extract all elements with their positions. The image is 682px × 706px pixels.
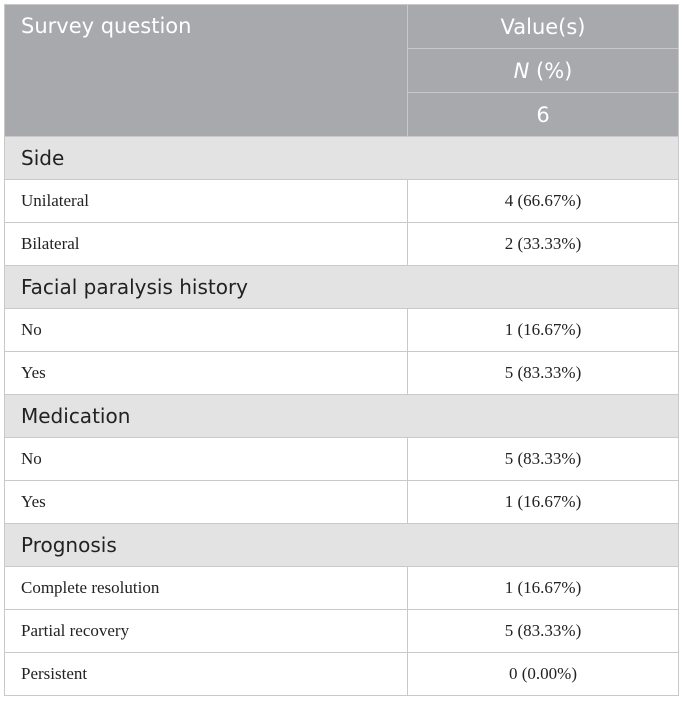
row-value: 5 (83.33%)	[408, 438, 679, 481]
table-row	[5, 481, 679, 524]
table-row	[5, 309, 679, 352]
row-value: 5 (83.33%)	[408, 610, 679, 653]
header-row	[5, 5, 679, 49]
header-n-italic: N	[513, 58, 530, 83]
row-label: Complete resolution	[5, 567, 408, 610]
header-n-percent	[408, 49, 679, 93]
row-value: 1 (16.67%)	[408, 567, 679, 610]
row-value: 2 (33.33%)	[408, 223, 679, 266]
section-row	[5, 524, 679, 567]
row-label: No	[5, 309, 408, 352]
section-title: Medication	[5, 395, 679, 438]
section-title: Prognosis	[5, 524, 679, 567]
table-row	[5, 352, 679, 395]
section-title: Side	[5, 137, 679, 180]
survey-table	[4, 4, 679, 696]
header-count: 6	[408, 93, 679, 137]
section-row	[5, 395, 679, 438]
table-body	[5, 5, 679, 696]
section-row	[5, 266, 679, 309]
row-value: 4 (66.67%)	[408, 180, 679, 223]
header-values: Value(s)	[408, 5, 679, 49]
table-row	[5, 223, 679, 266]
row-label: Bilateral	[5, 223, 408, 266]
row-label: Yes	[5, 481, 408, 524]
row-value: 0 (0.00%)	[408, 653, 679, 696]
row-label: Persistent	[5, 653, 408, 696]
row-label: Partial recovery	[5, 610, 408, 653]
header-survey-question: Survey question	[5, 5, 408, 137]
row-label: No	[5, 438, 408, 481]
table-row	[5, 438, 679, 481]
row-label: Unilateral	[5, 180, 408, 223]
table-row	[5, 180, 679, 223]
row-value: 1 (16.67%)	[408, 309, 679, 352]
row-value: 5 (83.33%)	[408, 352, 679, 395]
row-value: 1 (16.67%)	[408, 481, 679, 524]
section-title: Facial paralysis history	[5, 266, 679, 309]
table-row	[5, 653, 679, 696]
row-label: Yes	[5, 352, 408, 395]
header-percent: (%)	[529, 58, 573, 83]
table-row	[5, 567, 679, 610]
table-row	[5, 610, 679, 653]
section-row	[5, 137, 679, 180]
